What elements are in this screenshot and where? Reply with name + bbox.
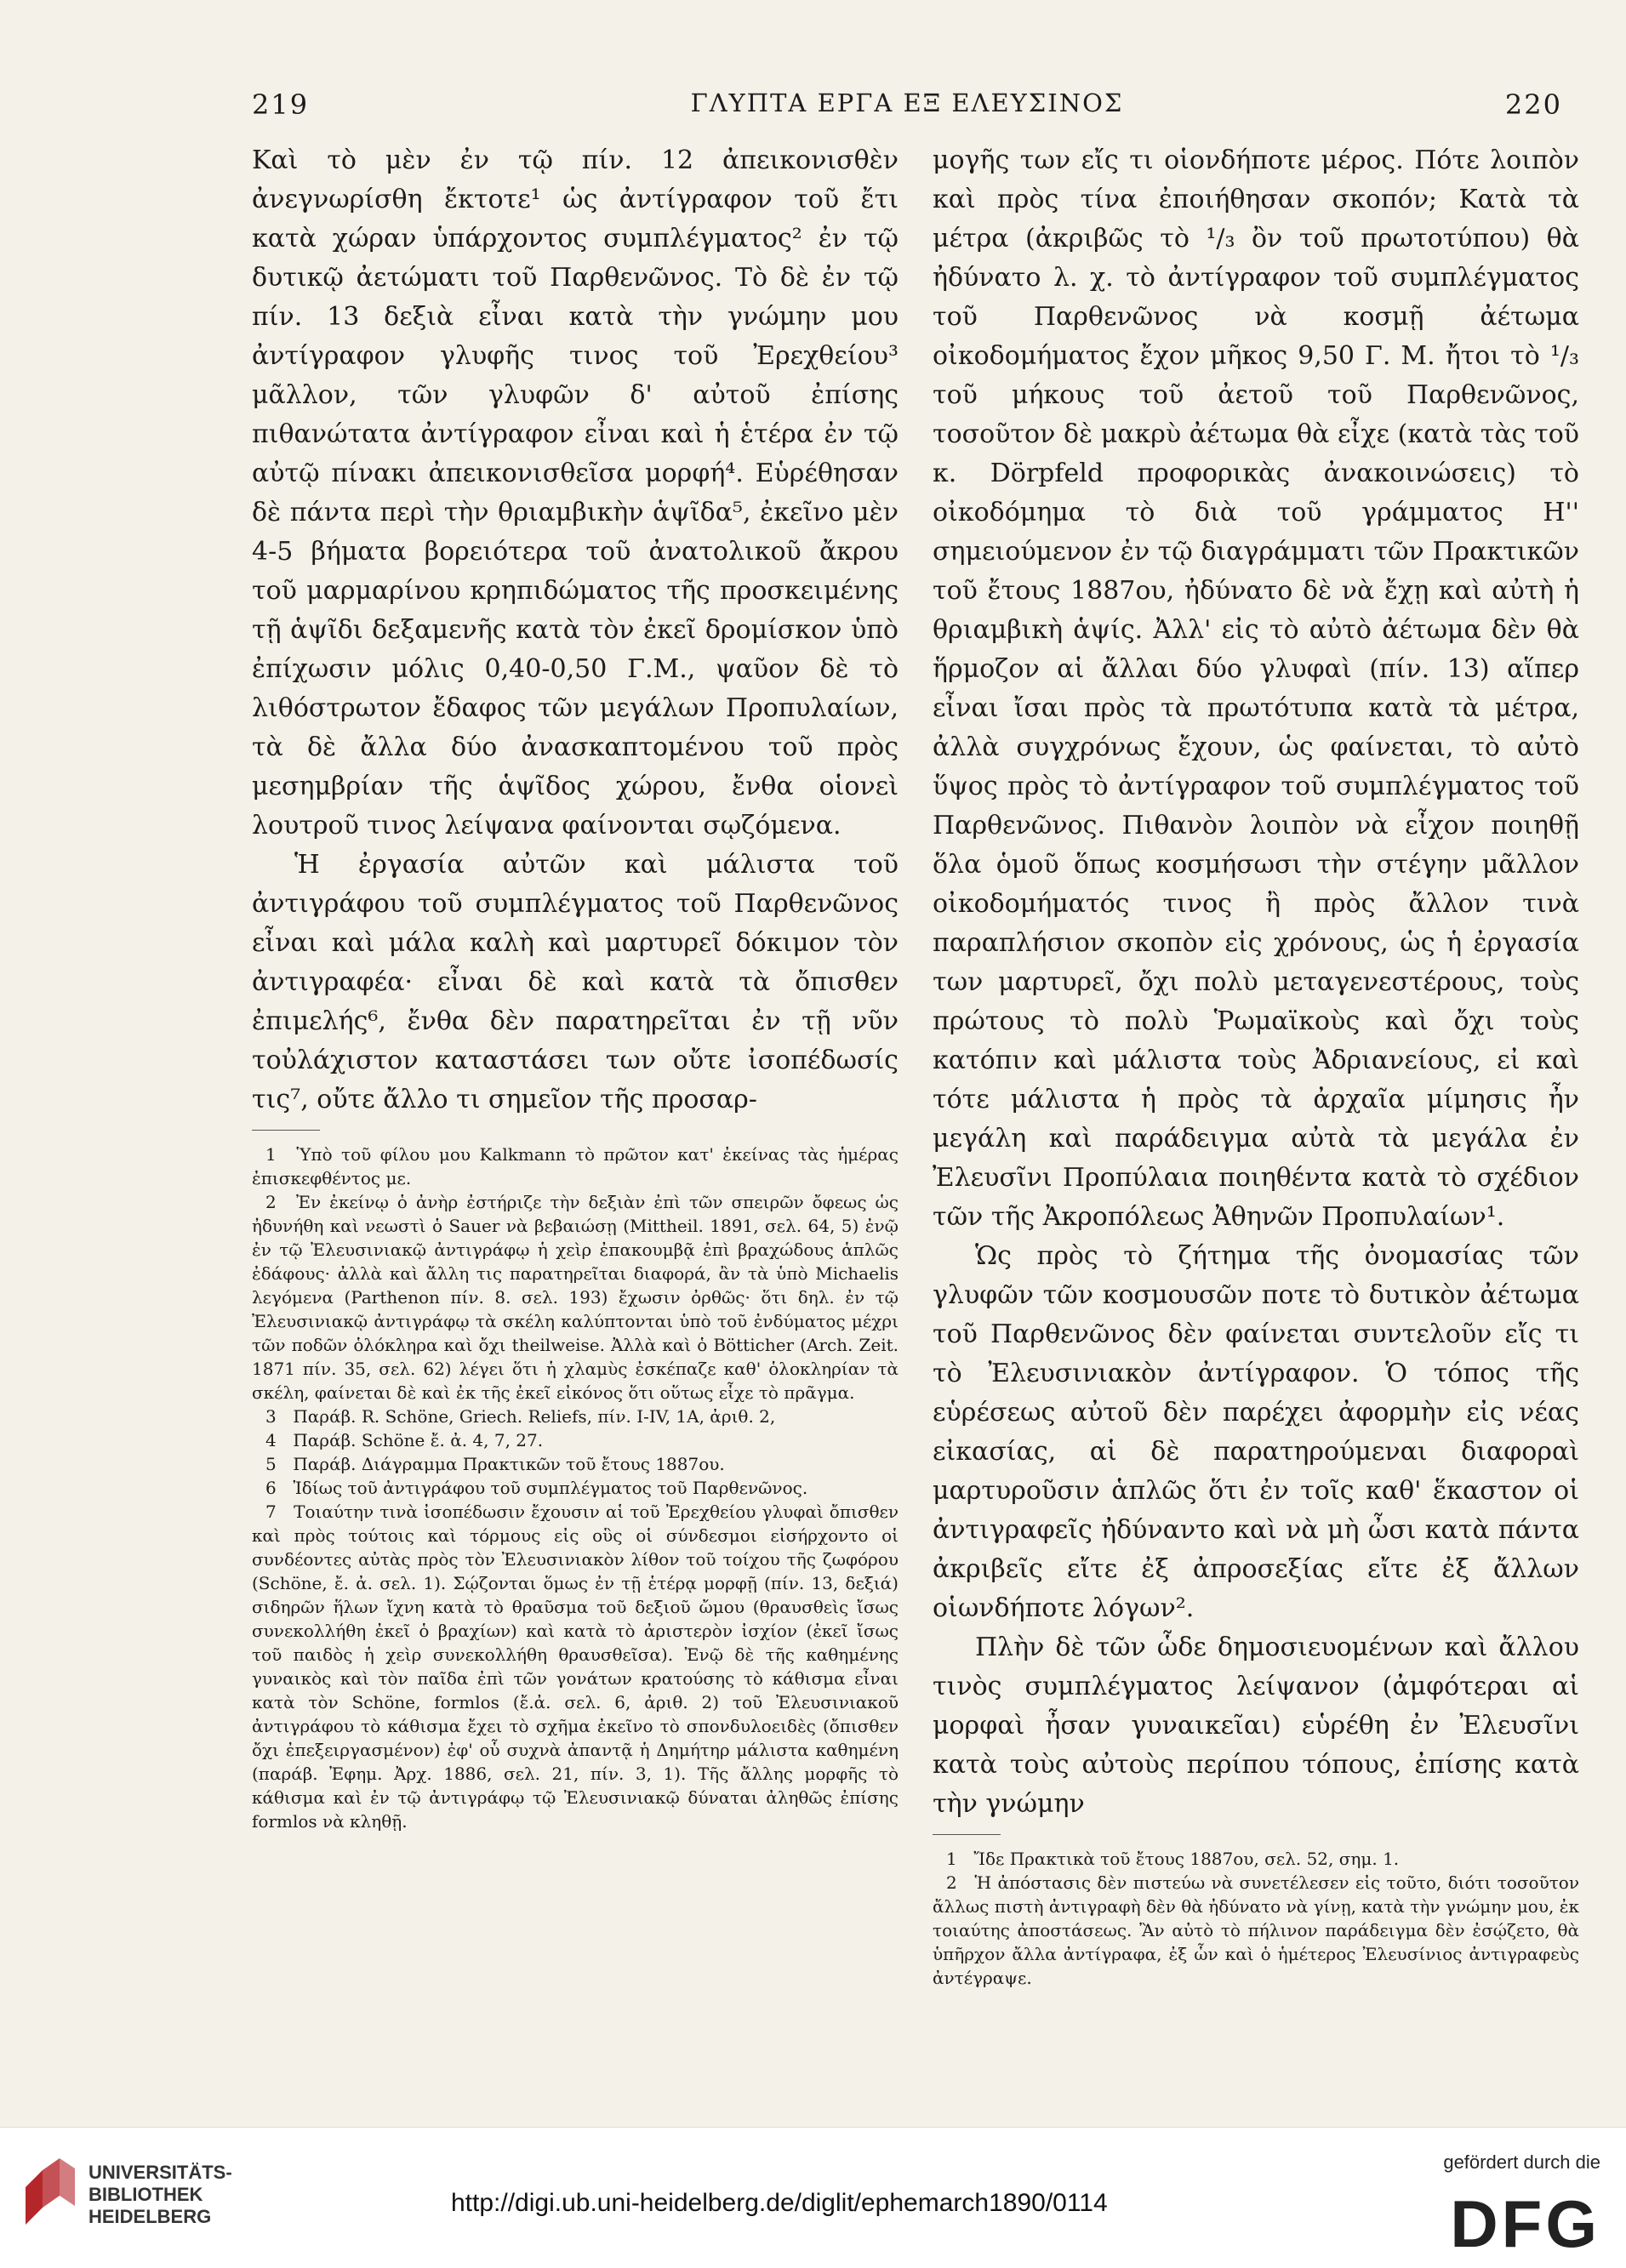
paragraph: Ἡ ἐργασία αὐτῶν καὶ μάλιστα τοῦ ἀντιγράφου τοῦ συμπλέγματος τοῦ Παρθενῶνος εἶναι καὶ μάλα καλὴ καὶ μαρτυρεῖ δόκιμον τὸν ἀντιγραφέα· εἶναι δὲ καὶ κατὰ τὰ ὄπισθεν ἐπιμελής⁶, ἔνθα δὲν παρατηρεῖται ἐν τῇ νῦν τοὐλάχιστον καταστάσει των οὔτε ἰσοπέδωσίς τις⁷, οὔτε ἄλλο τι σημεῖον τῆς προσαρ- [252, 850, 899, 1114]
footnote-divider [252, 1130, 320, 1131]
footnote-divider [933, 1834, 1001, 1835]
left-body-text [252, 141, 899, 1120]
library-name: UNIVERSITÄTS- BIBLIOTHEK HEIDELBERG [88, 2162, 232, 2227]
left-footnotes [252, 1143, 899, 1833]
footnote: 3 Παράβ. R. Schöne, Griech. Reliefs, πίν. I-IV, 1A, ἀριθ. 2, [265, 1406, 776, 1427]
footnote: 7 Τοιαύτην τινὰ ἰσοπέδωσιν ἔχουσιν αἱ τοῦ Ἐρεχθείου γλυφαὶ ὄπισθεν καὶ πρὸς τούτοις καὶ τόρμους εἰς οὓς οἱ σύνδεσμοι εἰσήρχοντο οἱ συνδέοντες αὐτὰς πρὸς τὸν Ἐλευσινιακὸν λίθον τοῦ τοίχου τῆς ζωφόρου (Schöne, ἔ. ἀ. σελ. 1). Σῴζονται ὅμως ἐν τῇ ἑτέρᾳ μορφῇ (πίν. 13, δεξιά) σιδηρῶν ἥλων ἴχνη κατὰ τὸ θραῦσμα τοῦ δεξιοῦ ὤμου (θραυσθεὶς ἴσως συνεκολλήθη ἐκεῖ ὁ βραχίων) καὶ κατὰ τὸ ἀριστερὸν ἰσχίον (ἐκεῖ ἴσως τοῦ παιδὸς ἡ χεὶρ συνεκολλήθη θραυσθεῖσα). Ἐνῷ δὲ τῆς καθημένης γυναικὸς καὶ τὸν παῖδα ἐπὶ τῶν γονάτων κρατούσης τὸ κάθισμα εἶναι κατὰ τὸν Schöne, formlos (ἔ.ἀ. σελ. 6, ἀριθ. 2) τοῦ Ἐλευσινιακοῦ ἀντιγράφου τὸ κάθισμα ἔχει τὸ σχῆμα ἐκεῖνο τὸ σπονδυλοειδὲς (ὄπισθεν ὄχι ἐπεξειργασμένον) ἐφ' οὗ συχνὰ ἀπαντᾷ ἡ Δημήτηρ μάλιστα καθημένη (παράβ. Ἐφημ. Ἀρχ. 1886, σελ. 21, πίν. 3, 1). Τῆς ἄλλης μορφῆς τὸ κάθισμα καὶ ἐν τῷ ἀντιγράφῳ τῷ Ἐλευσινιακῷ δύναται ἀληθῶς ἐπίσης formlos νὰ κληθῇ. [252, 1502, 899, 1832]
right-body-text [933, 141, 1579, 1824]
library-logo-icon [20, 2153, 80, 2230]
right-footnotes [933, 1847, 1579, 1990]
paragraph: Ὡς πρὸς τὸ ζήτημα τῆς ὀνομασίας τῶν γλυφῶν τῶν κοσμουσῶν ποτε τὸ δυτικὸν ἀέτωμα τοῦ Παρθενῶνος δὲν φαίνεται συντελοῦν εἴς τι τὸ Ἐλευσινιακὸν ἀντίγραφον. Ὁ τόπος τῆς εὑρέσεως αὐτοῦ δὲν παρέχει ἀφορμὴν εἰς νέας εἰκασίας, αἱ δὲ παρατηρούμεναι διαφοραὶ μαρτυροῦσιν ἁπλῶς ὅτι ἐν τοῖς καθ' ἕκαστον οἱ ἀντιγραφεῖς ἠδύναντο καὶ νὰ μὴ ὦσι κατὰ πάντα ἀκριβεῖς εἴτε ἐξ ἀπροσεξίας εἴτε ἐξ ἄλλων οἱωνδήποτε λόγων². [933, 1241, 1579, 1623]
page-title: ΓΛΥΠΤΑ ΕΡΓΑ ΕΞ ΕΛΕΥΣΙΝΟΣ [690, 88, 1124, 117]
paragraph: Καὶ τὸ μὲν ἐν τῷ πίν. 12 ἀπεικονισθὲν ἀνεγνωρίσθη ἔκτοτε¹ ὡς ἀντίγραφον τοῦ ἔτι κατὰ χώραν ὑπάρχοντος συμπλέγματος² ἐν τῷ δυτικῷ ἀετώματι τοῦ Παρθενῶνος. Τὸ δὲ ἐν τῷ πίν. 13 δεξιὰ εἶναι κατὰ τὴν γνώμην μου ἀντίγραφον γλυφῆς τινος τοῦ Ἐρεχθείου³ μᾶλλον, τῶν γλυφῶν δ' αὐτοῦ ἐπίσης πιθανώτατα ἀντίγραφον εἶναι καὶ ἡ ἑτέρα ἐν τῷ αὐτῷ πίνακι ἀπεικονισθεῖσα μορφή⁴. Εὑρέθησαν δὲ πάντα περὶ τὴν θριαμβικὴν ἁψῖδα⁵, ἐκεῖνο μὲν 4-5 βήματα βορειότερα τοῦ ἀνατολικοῦ ἄκρου τοῦ μαρμαρίνου κρηπιδώματος τῆς προσκειμένης τῇ ἁψῖδι δεξαμενῆς κατὰ τὸν ἐκεῖ δρομίσκον ὑπὸ ἐπίχωσιν μόλις 0,40-0,50 Γ.Μ., ψαῦον δὲ τὸ λιθόστρωτον ἔδαφος τῶν μεγάλων Προπυλαίων, τὰ δὲ ἄλλα δύο ἀνασκαπτομένου τοῦ πρὸς μεσημβρίαν τῆς ἁψῖδος χώρου, ἔνθα οἱονεὶ λουτροῦ τινος λείψανα φαίνονται σῳζόμενα. [252, 145, 899, 841]
page-number-left: 219 [252, 88, 310, 121]
footnote: 1 Ἴδε Πρακτικὰ τοῦ ἔτους 1887ου, σελ. 52, σημ. 1. [946, 1849, 1400, 1869]
right-column [933, 141, 1579, 2081]
dfg-logo: DFG [1450, 2186, 1600, 2261]
paragraph: Πλὴν δὲ τῶν ὧδε δημοσιευομένων καὶ ἄλλου τινὸς συμπλέγματος λείψανον (ἀμφότεραι αἱ μορφαὶ ἦσαν γυναικεῖαι) εὑρέθη ἐν Ἐλευσῖνι κατὰ τοὺς αὐτοὺς περίπου τόπους, ἐπίσης κατὰ τὴν γνώμην [933, 1633, 1579, 1819]
footnote: 1 Ὑπὸ τοῦ φίλου μου Kalkmann τὸ πρῶτον κατ' ἐκείνας τὰς ἡμέρας ἐπισκεφθέντος με. [252, 1144, 899, 1188]
footnote: 4 Παράβ. Schöne ἔ. ἀ. 4, 7, 27. [265, 1430, 544, 1450]
funded-by-text: gefördert durch die [1443, 2151, 1600, 2173]
footnote: 2 Ἡ ἀπόστασις δὲν πιστεύω νὰ συνετέλεσεν εἰς τοῦτο, διότι τοσοῦτον ἄλλως πιστὴ ἀντιγραφὴ δὲν θὰ ἠδύνατο νὰ γίνῃ, κατὰ τὴν γνώμην μου, ἐκ τοιαύτης ἀποστάσεως. Ἂν αὐτὸ τὸ πήλινον παράδειγμα δὲν ἐσῴζετο, θὰ ὑπῆρχον ἄλλα ἀντίγραφα, ἐξ ὧν καὶ ὁ ἡμέτερος Ἐλευσίνιος ἀντιγραφεὺς ἀντέγραψε. [933, 1872, 1579, 1988]
permalink[interactable]: http://digi.ub.uni-heidelberg.de/diglit/ephemarch1890/0114 [451, 2189, 1108, 2217]
running-head [252, 88, 1562, 123]
footnote: 5 Παράβ. Διάγραμμα Πρακτικῶν τοῦ ἔτους 1887ου. [265, 1454, 725, 1474]
left-column [252, 141, 899, 2081]
footnote: 2 Ἐν ἐκείνῳ ὁ ἀνὴρ ἐστήριζε τὴν δεξιὰν ἐπὶ τῶν σπειρῶν ὄφεως ὡς ἠδυνήθη καὶ νεωστὶ ὁ Sauer νὰ βεβαιώσῃ (Mittheil. 1891, σελ. 64, 5) ἐνῷ ἐν τῷ Ἐλευσινιακῷ ἀντιγράφῳ ἡ χεὶρ ἐπακουμβᾷ ἐπὶ βραχώδους ἁπλῶς ἐδάφους· ἀλλὰ καὶ ἄλλη τις παρατηρεῖται διαφορά, ἂν τὰ ὑπὸ Michaelis λεγόμενα (Parthenon πίν. 8. σελ. 193) ἔχωσιν ὀρθῶς· ὅτι δηλ. ἐν τῷ Ἐλευσινιακῷ ἀντιγράφῳ τὰ σκέλη καλύπτονται ὑπὸ τοῦ ἐνδύματος μέχρι τῶν ποδῶν ὁλόκληρα καὶ ὄχι theilweise. Ἀλλὰ καὶ ὁ Bötticher (Arch. Zeit. 1871 πίν. 35, σελ. 62) λέγει ὅτι ἡ χλαμὺς ἐσκέπαζε καθ' ὁλοκληρίαν τὰ σκέλη, φαίνεται δὲ καὶ ἐκ τῆς ἐκεῖ εἰκόνος ὅτι οὕτως εἶχε τὸ πρᾶγμα. [252, 1192, 899, 1403]
paragraph: μογῆς των εἴς τι οἱονδήποτε μέρος. Πότε λοιπὸν καὶ πρὸς τίνα ἐποιήθησαν σκοπόν; Κατὰ τὰ μέτρα (ἀκριβῶς τὸ ¹/₃ ὂν τοῦ πρωτοτύπου) θὰ ἠδύνατο λ. χ. τὸ ἀντίγραφον τοῦ συμπλέγματος τοῦ Παρθενῶνος νὰ κοσμῇ ἀέτωμα οἰκοδομήματος ἔχον μῆκος 9,50 Γ. Μ. ἤτοι τὸ ¹/₃ τοῦ μήκους τοῦ ἀετοῦ τοῦ Παρθενῶνος, τοσοῦτον δὲ μακρὺ ἀέτωμα θὰ εἶχε (κατὰ τὰς τοῦ κ. Dörpfeld προφορικὰς ἀνακοινώσεις) τὸ οἰκοδόμημα τὸ διὰ τοῦ γράμματος H'' σημειούμενον ἐν τῷ διαγράμματι τῶν Πρακτικῶν τοῦ ἔτους 1887ου, ἠδύνατο δὲ νὰ ἔχῃ καὶ αὐτὴ ἡ θριαμβικὴ ἁψίς. Ἀλλ' εἰς τὸ αὐτὸ ἀέτωμα δὲν θὰ ἥρμοζον αἱ ἄλλαι δύο γλυφαὶ (πίν. 13) αἵπερ εἶναι ἴσαι πρὸς τὰ πρωτότυπα κατὰ τὰ μέτρα, ἀλλὰ συγχρόνως ἔχουν, ὡς φαίνεται, τὸ αὐτὸ ὕψος πρὸς τὸ ἀντίγραφον τοῦ συμπλέγματος τοῦ Παρθενῶνος. Πιθανὸν λοιπὸν νὰ εἶχον ποιηθῇ ὅλα ὁμοῦ ὅπως κοσμήσωσι τὴν στέγην μᾶλλον οἰκοδομήματός τινος ἢ πρὸς ἄλλον τινὰ παραπλήσιον σκοπὸν εἰς χρόνους, ὡς ἡ ἐργασία των μαρτυρεῖ, ὄχι πολὺ μεταγενεστέρους, τοὺς πρώτους τὸ πολὺ Ῥωμαϊκοὺς καὶ ὄχι τοὺς κατόπιν καὶ μάλιστα τοὺς Ἀδριανείους, εἰ καὶ τότε μάλιστα ἡ πρὸς τὰ ἀρχαῖα μίμησις ἦν μεγάλη καὶ παράδειγμα αὐτὰ τὰ μεγάλα ἐν Ἐλευσῖνι Προπύλαια ποιηθέντα κατὰ τὸ σχέδιον τῶν τῆς Ἀκροπόλεως Ἀθηνῶν Προπυλαίων¹. [933, 145, 1579, 1232]
footnote: 6 Ἰδίως τοῦ ἀντιγράφου τοῦ συμπλέγματος τοῦ Παρθενῶνος. [265, 1478, 808, 1498]
digitization-footer [0, 2127, 1626, 2268]
page-number-right: 220 [1504, 88, 1562, 121]
